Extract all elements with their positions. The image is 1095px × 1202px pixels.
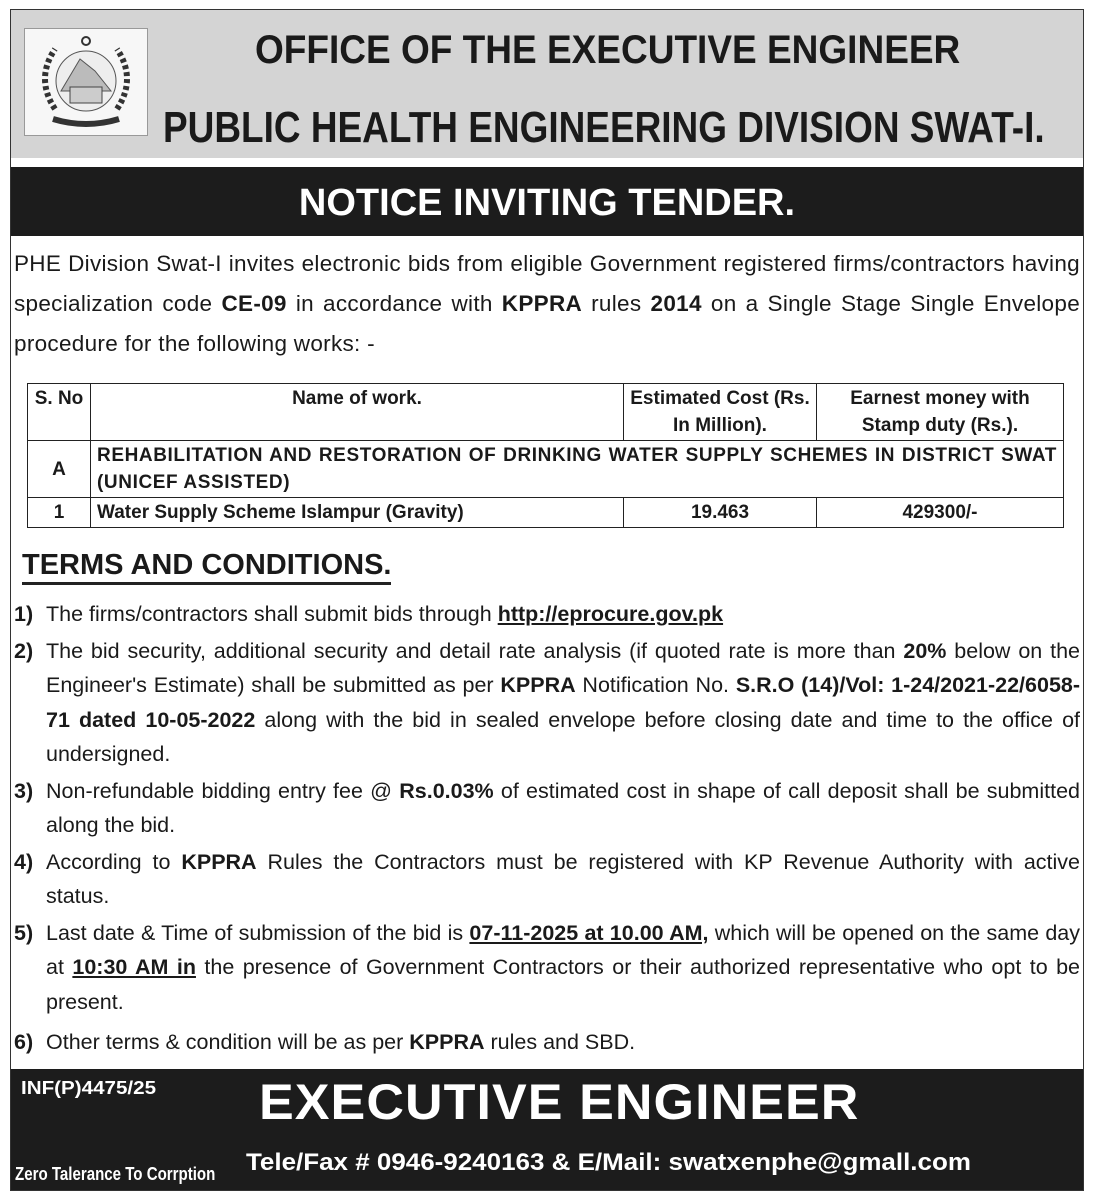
bold-text: KPPRA xyxy=(181,849,257,874)
motto: Zero Talerance To Corrption xyxy=(15,1164,216,1184)
bold-text: KPPRA xyxy=(409,1030,485,1054)
reference-number: INF(P)4475/25 xyxy=(21,1078,157,1098)
row-cost: 19.463 xyxy=(624,498,817,528)
bold-text: KPPRA xyxy=(500,673,576,697)
term-number: 3) xyxy=(14,778,34,803)
text-segment: Rules the Contractors must be registered with KP Revenue Authority with active status. xyxy=(46,849,1081,908)
text-segment: in accordance with xyxy=(286,291,502,316)
works-table xyxy=(27,383,1064,528)
emphasized-link-text: 10:30 AM in xyxy=(72,955,196,979)
terms-list xyxy=(14,597,1080,1062)
term-text xyxy=(46,1025,1080,1060)
bold-text: Rs.0.03% xyxy=(399,778,494,803)
col-earnest: Earnest money with Stamp duty (Rs.). xyxy=(817,384,1064,441)
notice-banner: NOTICE INVITING TENDER. xyxy=(11,167,1083,236)
text-segment: along with the bid in sealed envelope before closing date and time to the office of undersigned. xyxy=(46,707,1081,766)
row-sno: 1 xyxy=(28,498,91,528)
term-item xyxy=(14,845,1080,914)
government-emblem-icon xyxy=(24,28,148,136)
term-text xyxy=(46,774,1080,843)
term-text xyxy=(46,634,1080,772)
intro-paragraph xyxy=(14,244,1080,364)
text-segment: below on the Engineer's Estimate) shall be submitted as per xyxy=(46,638,1080,697)
text-segment: The bid security, additional security and detail rate analysis (if quoted rate is more than xyxy=(46,638,904,663)
term-number: 4) xyxy=(14,849,34,874)
text-segment: rules xyxy=(582,291,651,316)
terms-heading: TERMS AND CONDITIONS. xyxy=(22,548,391,585)
text-segment: Other terms & condition will be as per xyxy=(46,1030,410,1054)
term-text xyxy=(46,845,1080,914)
group-row xyxy=(28,441,1064,498)
text-segment: The firms/contractors shall submit bids through xyxy=(46,602,498,626)
group-title: REHABILITATION AND RESTORATION OF DRINKING WATER SUPPLY SCHEMES IN DISTRICT SWAT (UNICEF ASSISTED) xyxy=(91,441,1064,498)
emphasized-link-text[interactable]: http://eprocure.gov.pk xyxy=(497,602,724,626)
term-number: 5) xyxy=(14,920,34,945)
text-segment: which will be opened on the same day at xyxy=(46,920,1080,979)
text-segment: the presence of Government Contractors or their authorized representative who opt to be present. xyxy=(46,955,1081,1014)
division-title: PUBLIC HEALTH ENGINEERING DIVISION SWAT-I. xyxy=(163,103,1045,152)
bold-text: 20% xyxy=(903,638,947,663)
row-earnest: 429300/- xyxy=(817,498,1064,528)
term-text xyxy=(46,597,1080,632)
bold-text: S.R.O (14)/Vol: 1-24/2021-22/6058-71 dated 10-05-2022 xyxy=(46,673,1081,732)
text-segment: PHE Division Swat-I invites electronic bids from eligible Government registered firms/contractors having specialization code xyxy=(14,251,1080,316)
text-segment: Non-refundable bidding entry fee @ xyxy=(46,778,400,803)
term-number: 1) xyxy=(14,602,34,626)
text-segment: of estimated cost in shape of call deposit shall be submitted along the bid. xyxy=(46,778,1080,837)
group-sno: A xyxy=(28,441,91,498)
term-item xyxy=(14,634,1080,772)
term-item xyxy=(14,1025,1080,1060)
bold-text: 2014 xyxy=(650,291,702,316)
text-segment: rules and SBD. xyxy=(484,1030,636,1054)
text-segment: Notification No. xyxy=(575,673,736,697)
table-row xyxy=(28,498,1064,528)
term-item xyxy=(14,774,1080,843)
text-segment: Last date & Time of submission of the bid is xyxy=(46,920,470,945)
term-text xyxy=(46,916,1080,1020)
term-item xyxy=(14,916,1080,1020)
bold-text: KPPRA xyxy=(501,291,583,316)
office-title: OFFICE OF THE EXECUTIVE ENGINEER xyxy=(255,28,961,72)
row-name: Water Supply Scheme Islampur (Gravity) xyxy=(91,498,624,528)
col-name: Name of work. xyxy=(91,384,624,441)
footer xyxy=(11,1069,1083,1190)
contact-info: Tele/Fax # 0946-9240163 & E/Mail: swatxenphe@gmall.com xyxy=(246,1149,971,1176)
term-number: 6) xyxy=(14,1030,34,1054)
text-segment: According to xyxy=(46,849,182,874)
emphasized-link-text: 07-11-2025 at 10.00 AM, xyxy=(469,920,709,945)
bold-text: CE-09 xyxy=(221,291,287,316)
table-header xyxy=(28,384,1064,441)
col-cost: Estimated Cost (Rs. In Million). xyxy=(624,384,817,441)
text-segment: on a Single Stage Single Envelope procedure for the following works: - xyxy=(14,291,1081,356)
col-sno: S. No xyxy=(28,384,91,441)
term-item xyxy=(14,597,1080,632)
signatory-title: EXECUTIVE ENGINEER xyxy=(259,1074,860,1130)
term-number: 2) xyxy=(14,638,34,663)
